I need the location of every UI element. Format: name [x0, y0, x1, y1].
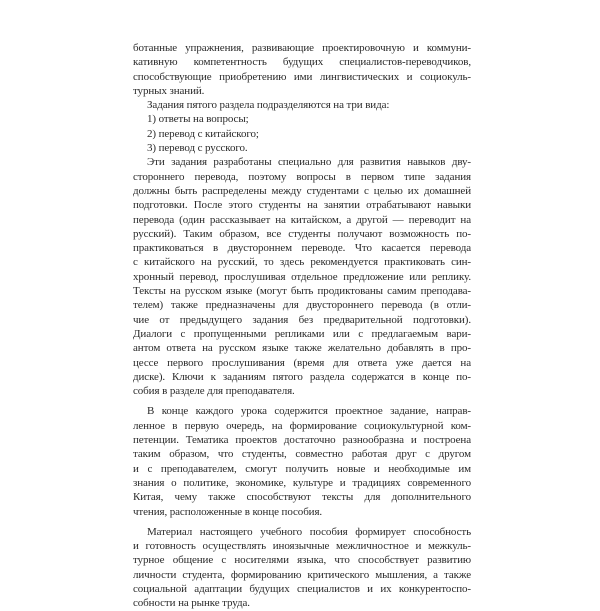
text-line: подготовки. После этого студенты на занятии отрабатывают навыки	[133, 199, 471, 212]
text-line: должны быть распределены между студентами с целью их домашней	[133, 184, 471, 197]
paragraph-2	[133, 98, 471, 112]
paragraph-3	[133, 155, 471, 398]
text-line: кативную компетентность будущих специалистов-переводчиков,	[133, 56, 471, 69]
text-line: социальной адаптации будущих специалистов и их конкурентоспо-	[133, 582, 471, 595]
body-text	[133, 41, 471, 611]
text-line: Китая, чему также способствуют тексты для дополнительного	[133, 491, 471, 504]
text-line: В конце каждого урока содержится проектное задание, направ-	[147, 405, 471, 418]
list-item: 1) ответы на вопросы;	[147, 113, 249, 126]
text-line: стороннего перевода, поэтому вопросы в первом типе задания	[133, 170, 471, 183]
text-line: знания о политике, экономике, культуре и традициях современного	[133, 476, 471, 489]
text-line: петенции. Тематика проектов достаточно разнообразна и построена	[133, 434, 471, 447]
text-line: Тексты на русском языке (могут быть продиктованы самим преподава-	[133, 285, 471, 298]
paragraph-1	[133, 41, 471, 98]
text-line: личности студента, формированию критического мышления, а также	[133, 568, 471, 581]
text-line: таким образом, что студенты, совместно работая друг с другом	[133, 448, 471, 461]
text-line: хронный перевод, прослушивая отдельное предложение или реплику.	[133, 270, 471, 283]
text-line: русский). Таким образом, все студенты получают возможность по-	[133, 227, 471, 240]
text-line: и с преподавателем, смогут получить новые и необходимые им	[133, 462, 471, 475]
paragraph-4	[133, 404, 471, 518]
text-line: практиковаться в двустороннем переводе. Что касается перевода	[133, 242, 471, 255]
text-line: собия в разделе для преподавателя.	[133, 385, 295, 398]
paragraph-5	[133, 525, 471, 611]
text-line: с китайского на русский, то здесь рекомендуется практиковать син-	[133, 256, 471, 269]
text-line: цессе первого прослушивания (время для ответа уже дается на	[133, 356, 471, 369]
text-line: собности на рынке труда.	[133, 597, 250, 610]
text-line: перевода (один рассказывает на китайском, а другой — переводит на	[133, 213, 471, 226]
text-line: Эти задания разработаны специально для развития навыков дву-	[147, 156, 471, 169]
list-item: 2) перевод с китайского;	[147, 127, 259, 140]
text-line: Диалоги с пропущенными репликами или с предлагаемым вари-	[133, 327, 471, 340]
text-line: способствующие приобретению ими лингвистических и социокуль-	[133, 70, 471, 83]
text-line: и готовность осуществлять иноязычные межличностное и межкуль-	[133, 540, 471, 553]
list-item: 3) перевод с русского.	[147, 142, 248, 155]
text-line: Материал настоящего учебного пособия формирует способность	[147, 525, 471, 538]
text-line: ленное в первую очередь, на формирование социокультурной ком-	[133, 419, 471, 432]
text-line: турное общение с носителями языка, что способствует развитию	[133, 554, 471, 567]
text-line: ботанные упражнения, развивающие проектировочную и коммуни-	[133, 42, 471, 54]
text-line: диске). Ключи к заданиям пятого раздела содержатся в конце по-	[133, 370, 471, 383]
text-line: чие от предыдущего задания без предварительной подготовки).	[133, 313, 471, 326]
numbered-list	[133, 112, 471, 155]
text-line: чтения, расположенные в конце пособия.	[133, 505, 323, 518]
text-line: телем) также предназначены для двустороннего перевода (в отли-	[133, 299, 471, 312]
text-line: Задания пятого раздела подразделяются на три вида:	[147, 99, 390, 112]
text-line: антом ответа на русском языке также желательно добавлять в про-	[133, 342, 471, 355]
text-line: турных знаний.	[133, 84, 205, 97]
